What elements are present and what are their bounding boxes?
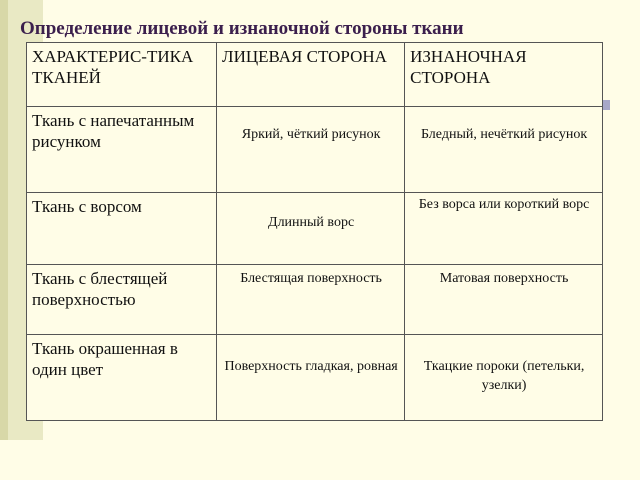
row-face: Поверхность гладкая, ровная	[217, 335, 405, 421]
table-row	[27, 107, 603, 193]
row-back: Ткацкие пороки (петельки, узелки)	[405, 335, 603, 421]
row-face: Блестящая поверхность	[217, 265, 405, 335]
row-characteristic: Ткань с напечатанным рисунком	[27, 107, 217, 193]
row-characteristic: Ткань окрашенная в один цвет	[27, 335, 217, 421]
table-row	[27, 335, 603, 421]
row-back: Бледный, нечёткий рисунок	[405, 107, 603, 193]
header-face-side: ЛИЦЕВАЯ СТОРОНА	[217, 43, 405, 107]
header-back-side: ИЗНАНОЧНАЯ СТОРОНА	[405, 43, 603, 107]
table-row	[27, 265, 603, 335]
header-characteristic: ХАРАКТЕРИС-ТИКА ТКАНЕЙ	[27, 43, 217, 107]
row-characteristic: Ткань с ворсом	[27, 193, 217, 265]
fabric-table	[26, 42, 603, 421]
row-characteristic: Ткань с блестящей поверхностью	[27, 265, 217, 335]
row-face: Яркий, чёткий рисунок	[217, 107, 405, 193]
row-back: Без ворса или короткий ворс	[405, 193, 603, 265]
page-title: Определение лицевой и изнаночной стороны ткани	[20, 18, 464, 39]
table-header-row	[27, 43, 603, 107]
table-row	[27, 193, 603, 265]
left-decor-edge	[0, 0, 8, 440]
row-face: Длинный ворс	[217, 193, 405, 265]
row-back: Матовая поверхность	[405, 265, 603, 335]
